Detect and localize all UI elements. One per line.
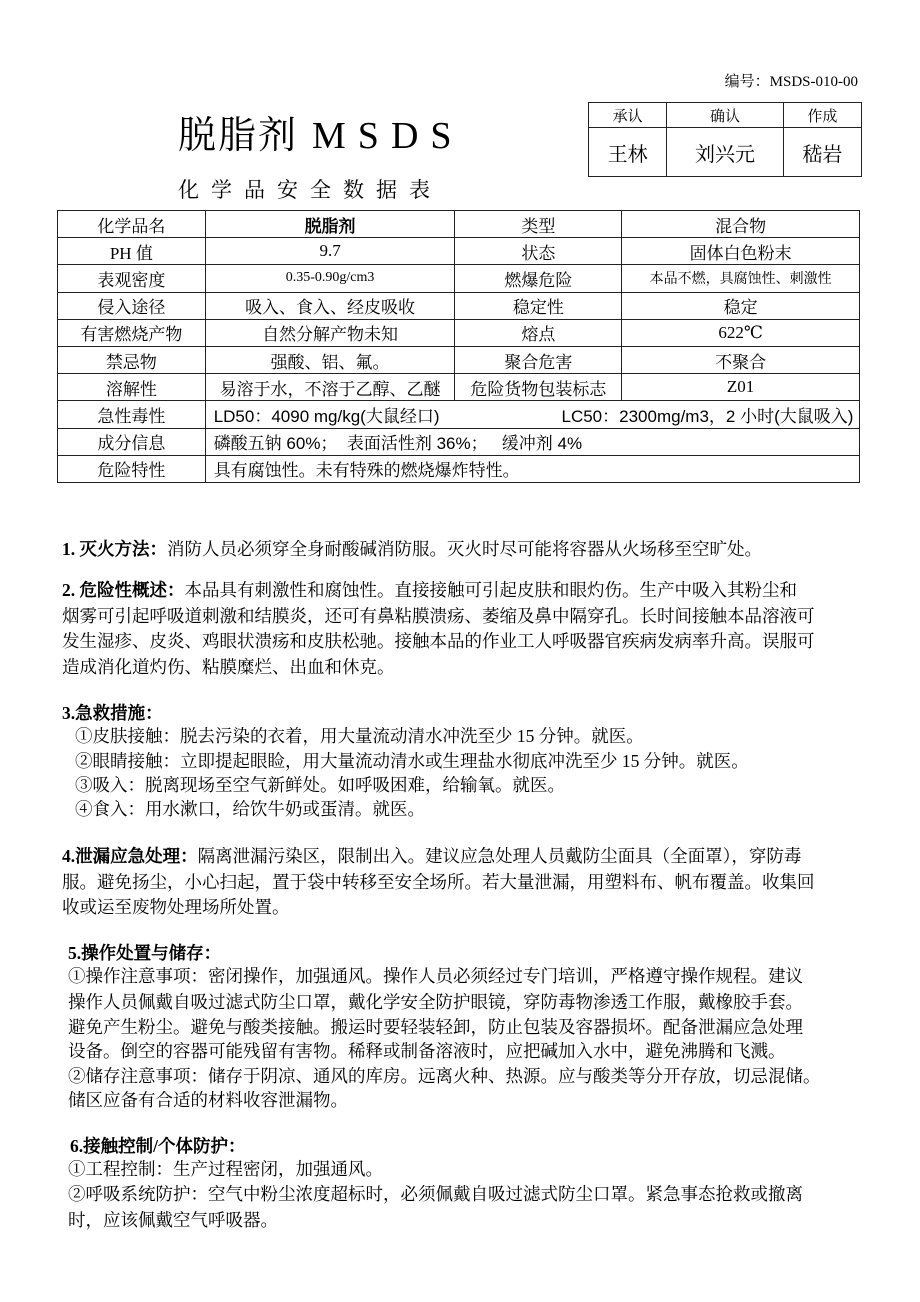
cell-value: 0.35-0.90g/cm3 [205, 265, 455, 292]
section-5-heading [68, 940, 221, 965]
section-3-heading [62, 700, 163, 725]
approval-table [588, 102, 862, 177]
section-heading: 4.泄漏应急处理： [62, 846, 198, 866]
section-3-line: ④食入：用水漱口，给饮牛奶或蛋清。就医。 [75, 799, 425, 819]
document-number: 编号：MSDS-010-00 [724, 74, 858, 90]
section-5-line: 储区应备有合适的材料收容泄漏物。 [68, 1090, 348, 1110]
ld50-value: LD50：4090 mg/kg(大鼠经口) [213, 406, 440, 426]
cell-label: 禁忌物 [58, 346, 206, 373]
cell-value [205, 401, 859, 428]
cell-value: 9.7 [205, 238, 455, 265]
cell-label: 成分信息 [58, 428, 206, 455]
section-3-line: ②眼睛接触：立即提起眼睑，用大量流动清水或生理盐水彻底冲洗至少 15 分钟。就医。 [75, 751, 749, 771]
section-5-line: ①操作注意事项：密闭操作，加强通风。操作人员必须经过专门培训，严格遵守操作规程。建议 [68, 966, 803, 986]
approval-value: 嵇岩 [783, 128, 861, 177]
table-row [58, 346, 860, 373]
cell-label: 熔点 [455, 319, 622, 346]
table-row [58, 401, 860, 428]
table-row [58, 319, 860, 346]
section-3-line: ①皮肤接触：脱去污染的衣着，用大量流动清水冲洗至少 15 分钟。就医。 [75, 726, 644, 746]
cell-value: 具有腐蚀性。未有特殊的燃烧爆炸特性。 [205, 455, 859, 482]
properties-table [57, 210, 860, 483]
cell-label: 燃爆危险 [455, 265, 622, 292]
cell-value: 稳定 [622, 292, 860, 319]
cell-label: PH 值 [58, 238, 206, 265]
cell-value: 吸入、食入、经皮吸收 [205, 292, 455, 319]
section-heading: 3.急救措施： [62, 703, 163, 723]
section-heading: 5.操作处置与储存： [68, 943, 222, 963]
table-row [58, 238, 860, 265]
cell-label: 聚合危害 [455, 346, 622, 373]
title-en: MSDS [312, 115, 464, 157]
section-6-line: ②呼吸系统防护：空气中粉尘浓度超标时，必须佩戴自吸过滤式防尘口罩。紧急事态抢救或撤离 [68, 1184, 803, 1204]
table-row [58, 292, 860, 319]
cell-value: Z01 [622, 374, 860, 401]
cell-label: 危险货物包装标志 [455, 374, 622, 401]
cell-label: 急性毒性 [58, 401, 206, 428]
section-text: 消防人员必须穿全身耐酸碱消防服。灭火时尽可能将容器从火场移至空旷处。 [167, 539, 762, 559]
approval-value: 王林 [589, 128, 667, 177]
approval-header: 确认 [667, 103, 783, 128]
cell-value: 自然分解产物未知 [205, 319, 455, 346]
cell-value: 622℃ [622, 319, 860, 346]
section-5-line: 设备。倒空的容器可能残留有害物。稀释或制备溶液时，应把碱加入水中，避免沸腾和飞溅。 [68, 1041, 786, 1061]
section-heading: 1. 灭火方法： [62, 539, 167, 559]
approval-value: 刘兴元 [667, 128, 783, 177]
section-2-line: 造成消化道灼伤、粘膜糜烂、出血和休克。 [62, 657, 395, 677]
cell-label: 溶解性 [58, 374, 206, 401]
title-cn: 脱脂剂 [178, 115, 299, 157]
section-3-line: ③吸入：脱离现场至空气新鲜处。如呼吸困难，给输氧。就医。 [75, 775, 565, 795]
table-row [58, 455, 860, 482]
section-2-line [62, 577, 797, 602]
section-5-line: 避免产生粉尘。避免与酸类接触。搬运时要轻装轻卸，防止包装及容器损坏。配备泄漏应急处理 [68, 1017, 803, 1037]
section-text: 本品具有刺激性和腐蚀性。直接接触可引起皮肤和眼灼伤。生产中吸入其粉尘和 [184, 580, 797, 600]
cell-value: 混合物 [622, 211, 860, 238]
table-row [58, 265, 860, 292]
table-row [58, 428, 860, 455]
cell-value: 脱脂剂 [205, 211, 455, 238]
cell-label: 稳定性 [455, 292, 622, 319]
section-heading: 6.接触控制/个体防护： [70, 1136, 246, 1156]
table-row [58, 374, 860, 401]
section-heading: 2. 危险性概述： [62, 580, 185, 600]
page-title [178, 104, 464, 159]
section-1-line [62, 536, 762, 561]
cell-label: 类型 [455, 211, 622, 238]
section-4-line [62, 843, 801, 868]
cell-value: 易溶于水，不溶于乙醇、乙醚 [205, 374, 455, 401]
cell-value: 强酸、铝、氟。 [205, 346, 455, 373]
section-4-line: 服。避免扬尘，小心扫起，置于袋中转移至安全场所。若大量泄漏，用塑料布、帆布覆盖。收集回 [62, 872, 815, 892]
section-text: 隔离泄漏污染区，限制出入。建议应急处理人员戴防尘面具（全面罩），穿防毒 [197, 846, 802, 866]
approval-header: 承认 [589, 103, 667, 128]
cell-value: 不聚合 [622, 346, 860, 373]
section-5-line: 操作人员佩戴自吸过滤式防尘口罩，戴化学安全防护眼镜，穿防毒物渗透工作服，戴橡胶手套。 [68, 992, 803, 1012]
cell-value: 固体白色粉末 [622, 238, 860, 265]
cell-value: 本品不燃，具腐蚀性、刺激性 [622, 265, 860, 292]
section-2-line: 发生湿疹、皮炎、鸡眼状溃疡和皮肤松驰。接触本品的作业工人呼吸器官疾病发病率升高。误服可 [62, 631, 815, 651]
cell-label: 化学品名 [58, 211, 206, 238]
lc50-value: LC50：2300mg/m3，2 小时(大鼠吸入) [561, 406, 854, 426]
section-5-line: ②储存注意事项：储存于阴凉、通风的库房。远离火种、热源。应与酸类等分开存放，切忌混储。 [68, 1066, 821, 1086]
table-row [58, 211, 860, 238]
page-subtitle: 化学品安全数据表 [178, 178, 442, 202]
cell-label: 危险特性 [58, 455, 206, 482]
section-6-line: ①工程控制：生产过程密闭，加强通风。 [68, 1159, 383, 1179]
cell-label: 表观密度 [58, 265, 206, 292]
section-6-line: 时，应该佩戴空气呼吸器。 [68, 1210, 278, 1230]
cell-label: 有害燃烧产物 [58, 319, 206, 346]
cell-label: 侵入途径 [58, 292, 206, 319]
section-4-line: 收或运至废物处理场所处置。 [62, 897, 290, 917]
section-6-heading [70, 1133, 246, 1158]
section-2-line: 烟雾可引起呼吸道刺激和结膜炎，还可有鼻粘膜溃疡、萎缩及鼻中隔穿孔。长时间接触本品溶液可 [62, 606, 815, 626]
cell-label: 状态 [455, 238, 622, 265]
approval-header: 作成 [783, 103, 861, 128]
cell-value: 磷酸五钠 60%； 表面活性剂 36%； 缓冲剂 4% [205, 428, 859, 455]
